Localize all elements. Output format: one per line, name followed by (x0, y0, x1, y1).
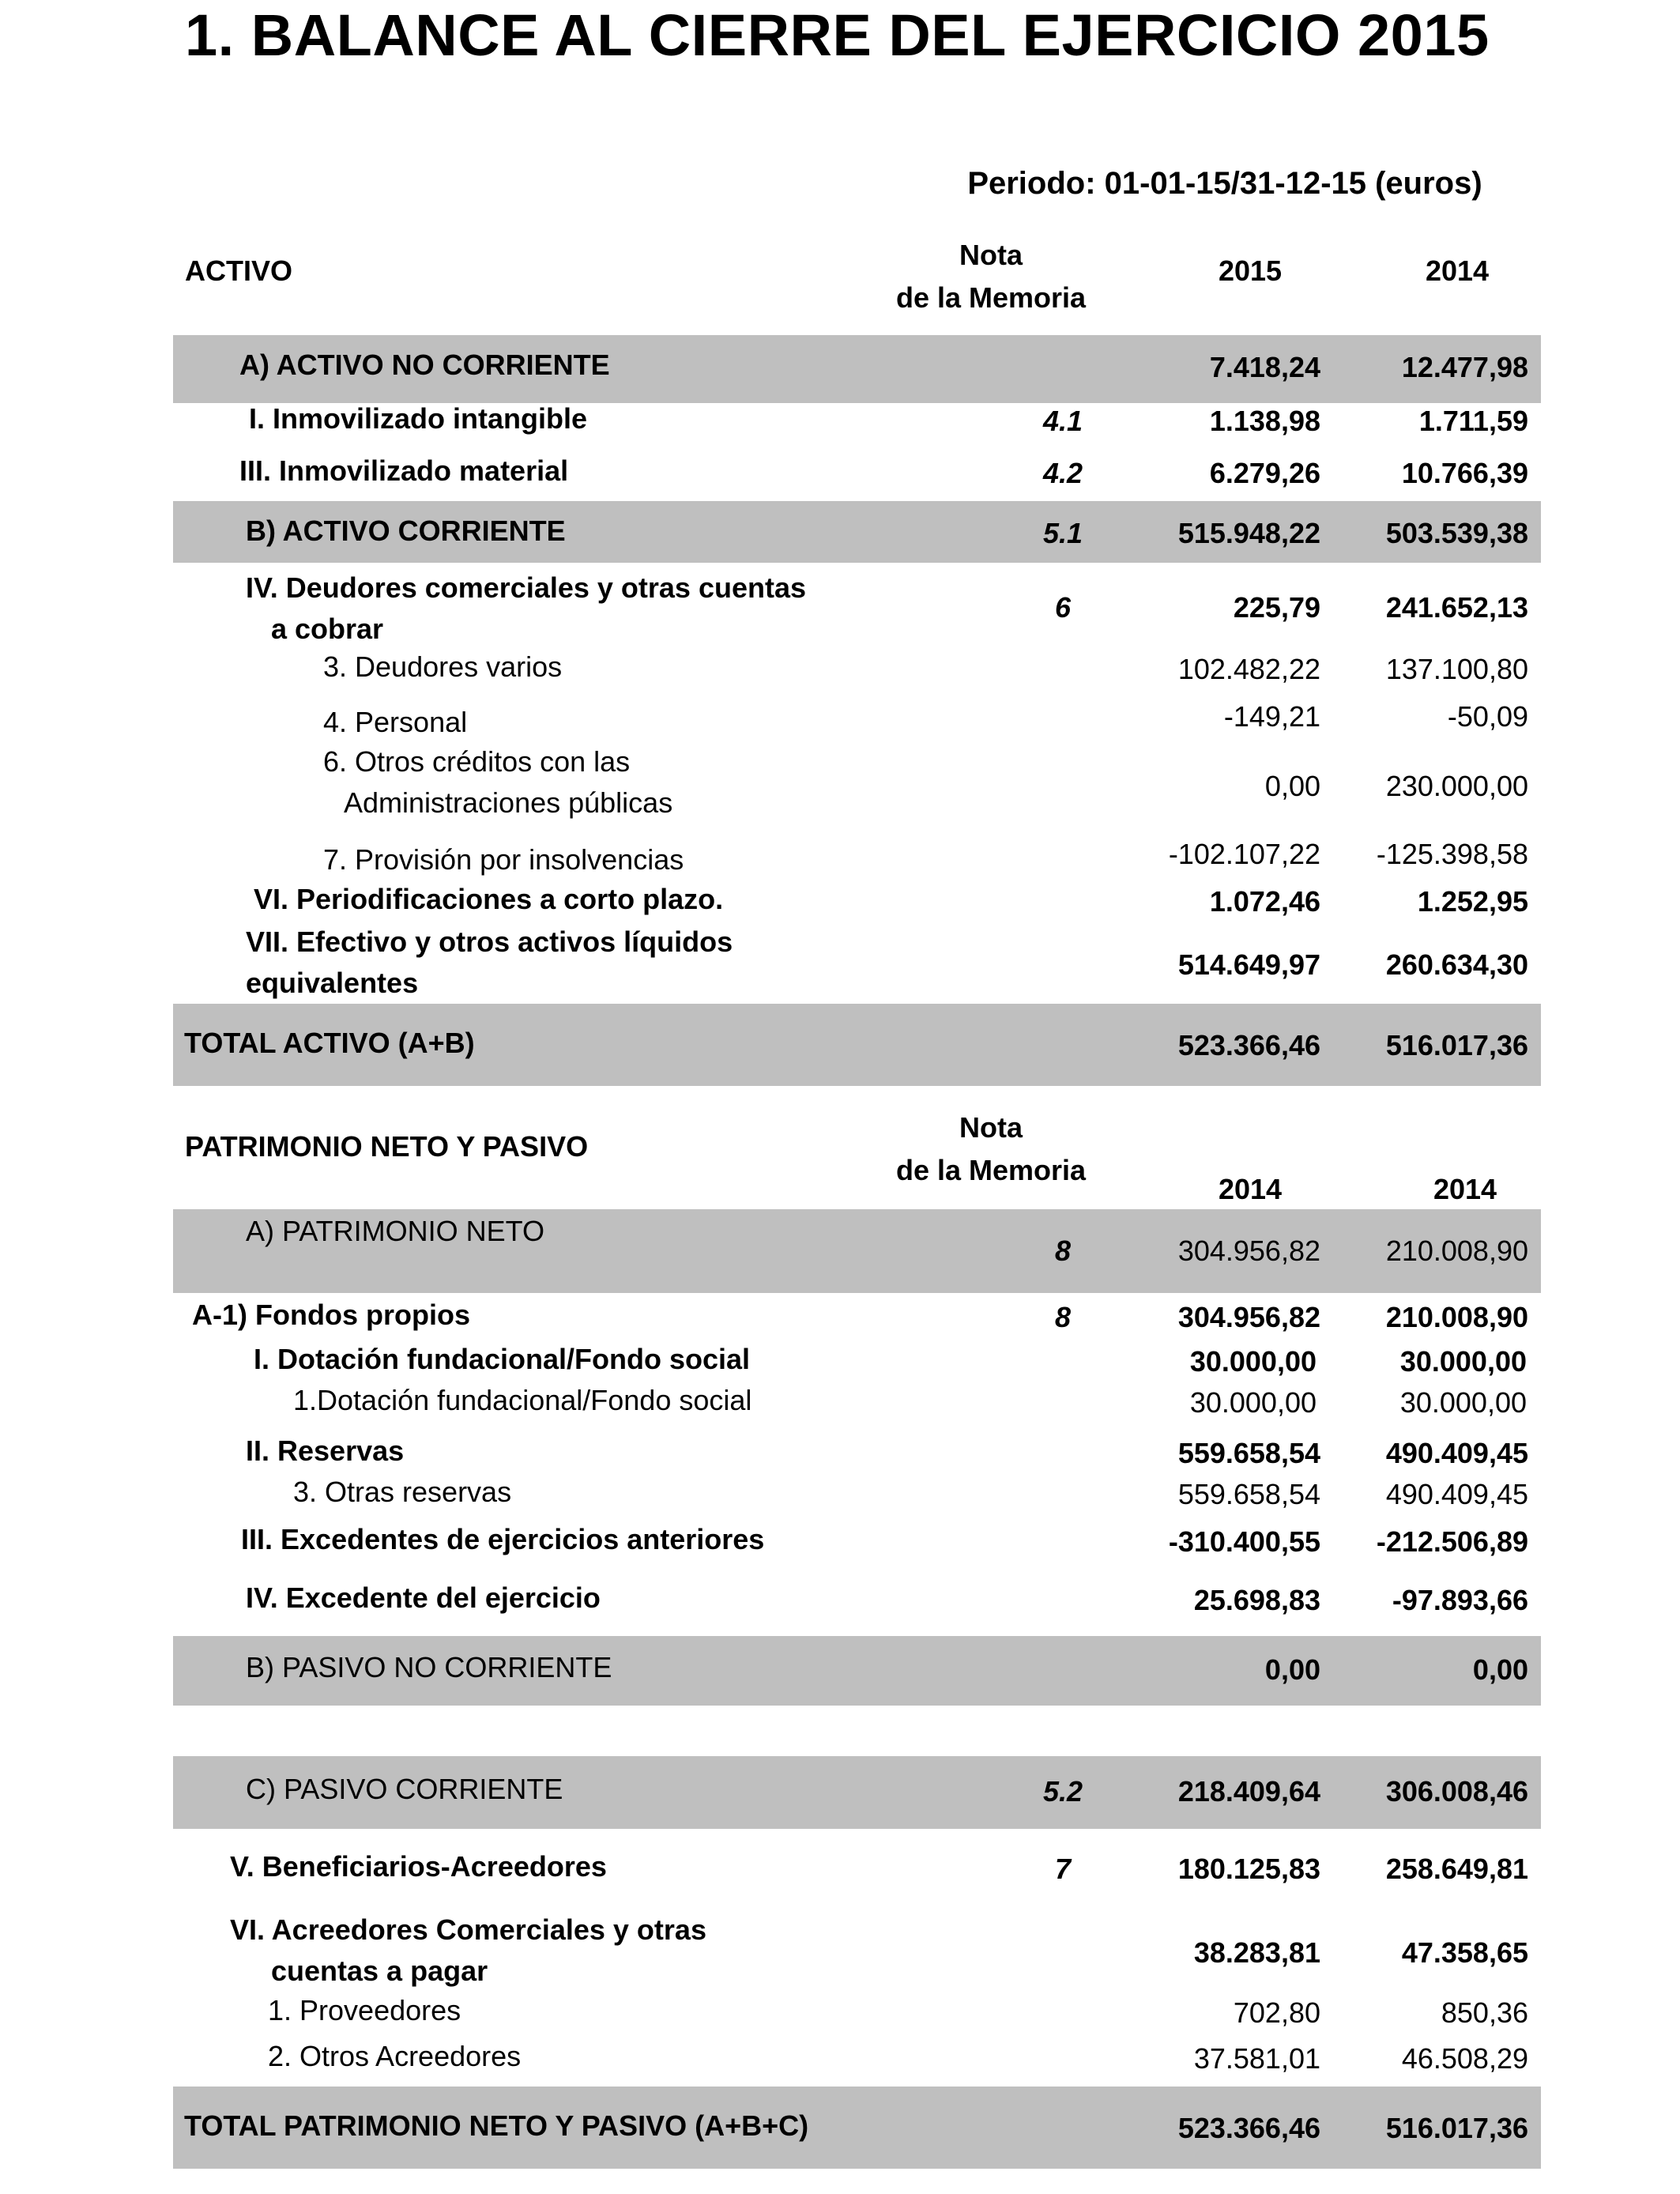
value-2015: 559.658,54 (1177, 1478, 1320, 1510)
value-2014: -125.398,58 (1376, 838, 1528, 870)
row-label: 6. Otros créditos con las (323, 745, 631, 778)
row-label: A) ACTIVO NO CORRIENTE (239, 349, 610, 381)
value-2014: 516.017,36 (1385, 2112, 1528, 2144)
value-2015: 514.649,97 (1177, 948, 1320, 981)
row-label-line2: equivalentes (246, 967, 419, 999)
row-label: III. Excedentes de ejercicios anteriores (241, 1523, 765, 1555)
value-2014: 490.409,45 (1385, 1478, 1528, 1510)
activo-nota-header (857, 234, 1125, 319)
value-2015: 6.279,26 (1209, 457, 1320, 489)
value-2015: 102.482,22 (1177, 653, 1320, 685)
row-label: III. Inmovilizado material (239, 454, 569, 487)
value-2015: 225,79 (1233, 591, 1320, 624)
value-2015: 7.418,24 (1209, 351, 1320, 383)
value-2015: 523.366,46 (1177, 2112, 1320, 2144)
value-2014: 1.711,59 (1418, 405, 1528, 437)
row-label: 1. Proveedores (268, 1994, 461, 2026)
value-2014: 306.008,46 (1385, 1775, 1528, 1808)
row-note: 4.2 (1042, 457, 1083, 489)
value-2014: 10.766,39 (1401, 457, 1528, 489)
value-2015: 25.698,83 (1193, 1584, 1320, 1616)
value-2015: -102.107,22 (1168, 838, 1320, 870)
row-label: 2. Otros Acreedores (268, 2040, 522, 2072)
value-2015: 0,00 (1264, 770, 1320, 802)
pasivo-year1: 2014 (1218, 1173, 1283, 1205)
value-2014: 30.000,00 (1399, 1386, 1527, 1419)
value-2015: 515.948,22 (1177, 517, 1320, 549)
value-2014: -50,09 (1447, 700, 1528, 733)
row-label-line2: cuentas a pagar (271, 1955, 488, 1987)
row-label: I. Inmovilizado intangible (249, 402, 588, 435)
value-2014: 490.409,45 (1385, 1437, 1528, 1469)
value-2015: 523.366,46 (1177, 1029, 1320, 1061)
row-label-line2: a cobrar (271, 613, 384, 645)
nota-line1: Nota (959, 1111, 1023, 1144)
value-2014: 241.652,13 (1385, 591, 1528, 624)
value-2014: 850,36 (1441, 1996, 1528, 2029)
value-2014: 258.649,81 (1385, 1853, 1528, 1885)
row-label: B) ACTIVO CORRIENTE (246, 515, 566, 547)
row-label: IV. Deudores comerciales y otras cuentas (246, 571, 807, 604)
row-label: A) PATRIMONIO NETO (246, 1215, 545, 1247)
pasivo-nota-header (857, 1106, 1125, 1192)
value-2015: 218.409,64 (1177, 1775, 1320, 1808)
row-note: 8 (1054, 1301, 1072, 1333)
row-note: 5.2 (1042, 1775, 1083, 1808)
value-2014: 210.008,90 (1385, 1235, 1528, 1267)
row-note: 7 (1054, 1853, 1072, 1885)
nota-line1: Nota (959, 239, 1023, 271)
value-2014: 503.539,38 (1385, 517, 1528, 549)
value-2015: 1.138,98 (1209, 405, 1320, 437)
value-2015: 37.581,01 (1193, 2042, 1320, 2075)
pasivo-heading: PATRIMONIO NETO Y PASIVO (185, 1130, 589, 1163)
value-2015: 0,00 (1264, 1653, 1320, 1686)
row-label: V. Beneficiarios-Acreedores (230, 1850, 607, 1883)
page-title: 1. BALANCE AL CIERRE DEL EJERCICIO 2015 (185, 2, 1490, 68)
activo-year2: 2014 (1425, 254, 1490, 287)
row-note: 6 (1054, 591, 1072, 624)
value-2014: 0,00 (1472, 1653, 1528, 1686)
value-2014: 12.477,98 (1401, 351, 1528, 383)
value-2014: 260.634,30 (1385, 948, 1528, 981)
nota-line2: de la Memoria (895, 281, 1087, 314)
value-2015: 30.000,00 (1189, 1386, 1317, 1419)
value-2014: 210.008,90 (1385, 1301, 1528, 1333)
value-2015: -310.400,55 (1168, 1525, 1320, 1558)
row-note: 4.1 (1042, 405, 1083, 437)
activo-heading: ACTIVO (185, 254, 293, 287)
row-note: 5.1 (1042, 517, 1083, 549)
row-label: C) PASIVO CORRIENTE (246, 1773, 563, 1805)
value-2014: 230.000,00 (1385, 770, 1528, 802)
value-2015: 702,80 (1233, 1996, 1320, 2029)
nota-line2: de la Memoria (895, 1154, 1087, 1186)
row-label: 4. Personal (323, 706, 468, 738)
row-label: 7. Provisión por insolvencias (323, 843, 684, 876)
value-2014: 516.017,36 (1385, 1029, 1528, 1061)
value-2015: 559.658,54 (1177, 1437, 1320, 1469)
value-2015: 1.072,46 (1209, 885, 1320, 918)
pasivo-year2: 2014 (1433, 1173, 1497, 1205)
value-2014: 46.508,29 (1401, 2042, 1528, 2075)
value-2014: -212.506,89 (1376, 1525, 1528, 1558)
row-note: 8 (1054, 1235, 1072, 1267)
value-2014: 137.100,80 (1385, 653, 1528, 685)
row-label: VII. Efectivo y otros activos líquidos (246, 925, 733, 958)
row-label: 1.Dotación fundacional/Fondo social (293, 1384, 752, 1416)
value-2015: 304.956,82 (1177, 1301, 1320, 1333)
row-label: II. Reservas (246, 1434, 405, 1467)
value-2015: -149,21 (1223, 700, 1320, 733)
row-label-line2: Administraciones públicas (344, 786, 673, 819)
activo-year1: 2015 (1218, 254, 1283, 287)
value-2014: 47.358,65 (1401, 1936, 1528, 1969)
value-2014: 1.252,95 (1417, 885, 1528, 918)
row-label: 3. Otras reservas (293, 1476, 512, 1508)
row-label: VI. Periodificaciones a corto plazo. (254, 883, 724, 915)
row-label: TOTAL ACTIVO (A+B) (184, 1027, 475, 1059)
row-label: 3. Deudores varios (323, 650, 563, 683)
row-label: TOTAL PATRIMONIO NETO Y PASIVO (A+B+C) (184, 2109, 809, 2142)
value-2015: 304.956,82 (1177, 1235, 1320, 1267)
value-2015: 180.125,83 (1177, 1853, 1320, 1885)
row-label: A-1) Fondos propios (192, 1299, 470, 1331)
value-2014: 30.000,00 (1399, 1345, 1527, 1378)
row-label: IV. Excedente del ejercicio (246, 1581, 601, 1614)
value-2014: -97.893,66 (1392, 1584, 1528, 1616)
value-2015: 30.000,00 (1189, 1345, 1317, 1378)
row-label: I. Dotación fundacional/Fondo social (254, 1343, 751, 1375)
row-label: B) PASIVO NO CORRIENTE (246, 1651, 612, 1683)
row-label: VI. Acreedores Comerciales y otras (230, 1913, 706, 1946)
period-label: Periodo: 01-01-15/31-12-15 (euros) (967, 166, 1482, 201)
value-2015: 38.283,81 (1193, 1936, 1320, 1969)
